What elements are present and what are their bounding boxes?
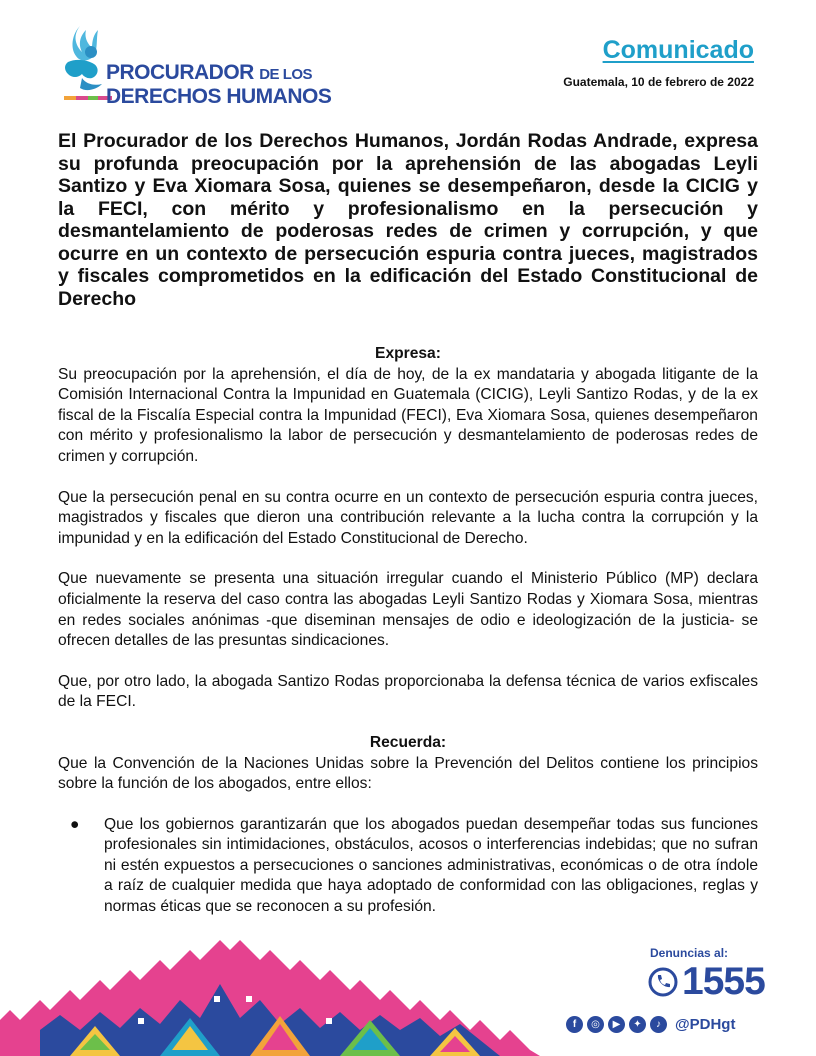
social-handle[interactable]: @PDHgt (675, 1016, 736, 1033)
expresa-paragraph-2: Que la persecución penal en su contra ocurre en un contexto de persecución espuria contra jueces, magistrados y fiscales que dieron una contribución relevante a la lucha contra la corrupción y la impunidad y en la edificación del Estado Constitucional de Derecho. (58, 488, 758, 547)
phone-icon (648, 967, 678, 997)
expresa-paragraph-1: Su preocupación por la aprehensión, el día de hoy, de la ex mandataria y abogada litigante de la Comisión Internacional Contra la Impunidad en Guatemala (CICIG), Leyli Santizo Rodas, y de la ex fiscal de la Fiscalía Especial contra la Impunidad (FECI), Eva Xiomara Sosa, quienes desempeñaron con mérito y profesionalismo la labor de persecución y desmantelamiento de poderosas redes de crimen y corrupción. (58, 365, 758, 465)
expresa-heading: Expresa: (375, 345, 441, 362)
expresa-paragraph-4: Que, por otro lado, la abogada Santizo Rodas proporcionaba la defensa técnica de varios exfiscales de la FECI. (58, 672, 758, 711)
youtube-icon[interactable]: ▶ (608, 1016, 625, 1033)
phone-block[interactable] (648, 960, 765, 1004)
logo-line2: DERECHOS HUMANOS (106, 85, 332, 108)
twitter-icon[interactable]: ✦ (629, 1016, 646, 1033)
headline: El Procurador de los Derechos Humanos, Jordán Rodas Andrade, expresa su profunda preocupación por la aprehensión de las abogadas Leyli Santizo y Eva Xiomara Sosa, quienes se desempeñaron, desde la CICIG y la FECI, con mérito y profesionalismo en la persecución y desmantelamiento de poderosas redes de crimen y corrupción, y que ocurre en un contexto de persecución espuria contra jueces, magistrados y fiscales comprometidos en la edificación del Estado Constitucional de Derecho (58, 130, 758, 310)
header-right (563, 36, 754, 89)
recuerda-heading: Recuerda: (369, 733, 447, 751)
logo-line1-big: PROCURADOR (106, 61, 254, 84)
body-text (58, 344, 758, 918)
denuncias-label: Denuncias al: (650, 946, 729, 960)
instagram-icon[interactable]: ◎ (587, 1016, 604, 1033)
social-links (566, 1016, 735, 1033)
expresa-paragraph-3: Que nuevamente se presenta una situación irregular cuando el Ministerio Público (MP) declara oficialmente la reserva del caso contra las abogadas Leyli Santizo Rodas y Xiomara Sosa, mientras en redes sociales anónimas -que diseminan mensajes de odio e ideologización de la justicia- se ofrecen detalles de las presuntas sindicaciones. (58, 570, 758, 650)
bullet-icon: ● (70, 815, 80, 833)
logo-line1-small: DE LOS (259, 66, 313, 83)
textile-pattern-decoration (0, 900, 560, 1056)
bullet-text: Que los gobiernos garantizarán que los abogados puedan desempeñar todas sus funciones profesionales sin intimidaciones, obstáculos, acosos o interferencias indebidas; que no sufran ni estén expuestos a persecuciones o sanciones administrativas, económicas o de otra índole a raíz de cualquier medida que haya adoptado de conformidad con las obligaciones, reglas y normas éticas que se reconocen a su profesión. (104, 815, 758, 916)
recuerda-intro: Que la Convención de la Naciones Unidas sobre la Prevención del Delitos contiene los principios sobre la función de los abogados, entre ellos: (58, 754, 758, 793)
logo-text (106, 62, 331, 108)
phone-number: 1555 (682, 960, 765, 1003)
page-title: Comunicado (602, 36, 754, 64)
tiktok-icon[interactable]: ♪ (650, 1016, 667, 1033)
dateline: Guatemala, 10 de febrero de 2022 (563, 75, 754, 89)
pdh-logo (58, 22, 332, 114)
facebook-icon[interactable]: f (566, 1016, 583, 1033)
